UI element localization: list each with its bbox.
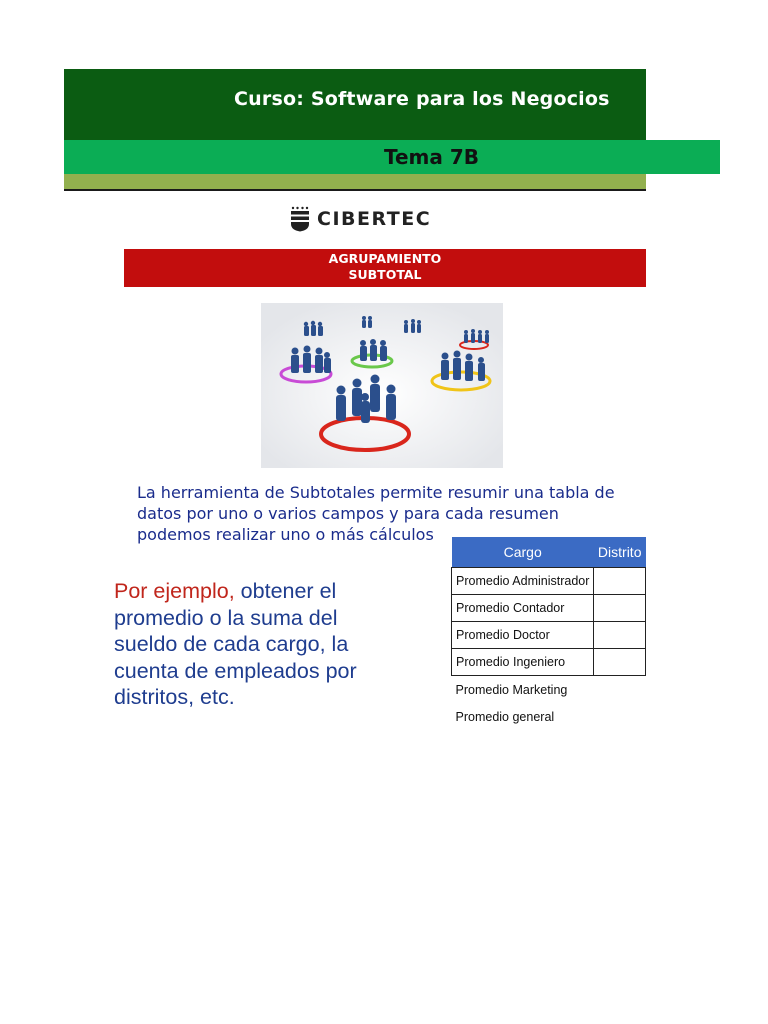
course-title: Curso: Software para los Negocios [234, 88, 610, 110]
example-line4: cuenta de empleados por [114, 658, 357, 683]
header-cargo: Cargo [452, 537, 594, 568]
row-label: Promedio Administrador [452, 568, 594, 595]
row-label: Promedio Ingeniero [452, 649, 594, 676]
row-value [594, 676, 646, 704]
example-line2: promedio o la suma del [114, 605, 338, 630]
people-groups-network-icon [261, 303, 503, 468]
example-line5: distritos, etc. [114, 685, 235, 709]
topic-title: Tema 7B [384, 145, 480, 169]
table-row [452, 568, 646, 595]
table-row [452, 676, 646, 704]
section-banner [124, 249, 646, 287]
table-row [452, 649, 646, 676]
table-row [452, 622, 646, 649]
example-line1 [114, 578, 434, 605]
row-label: Promedio Marketing [455, 682, 568, 697]
row-label: Promedio general [455, 709, 555, 724]
brand-name: CIBERTEC [317, 208, 432, 230]
row-value [594, 568, 646, 595]
row-value [594, 703, 646, 727]
table-row [452, 703, 646, 727]
intro-paragraph [137, 482, 657, 545]
row-value [594, 649, 646, 676]
table-row [452, 595, 646, 622]
olive-divider-bar [64, 174, 646, 189]
section-banner-line2: SUBTOTAL [348, 267, 422, 282]
divider-line [64, 189, 646, 191]
row-label: Promedio Contador [452, 595, 594, 622]
example-paragraph [114, 578, 434, 711]
example-lead: Por ejemplo, [114, 579, 235, 603]
example-line1-rest: obtener el [234, 579, 337, 603]
row-value [594, 622, 646, 649]
cargo-table [451, 537, 646, 727]
section-banner-line1: AGRUPAMIENTO [328, 251, 442, 266]
intro-line3: podemos realizar uno o más cálculos [137, 525, 434, 544]
castle-shield-icon [289, 206, 311, 232]
intro-line1: La herramienta de Subtotales permite resumir una tabla de [137, 483, 615, 502]
row-value [594, 595, 646, 622]
header-distrito: Distrito [594, 537, 646, 568]
table-header-row [452, 537, 646, 568]
example-line3: sueldo de cada cargo, la [114, 632, 349, 656]
cibertec-logo [289, 206, 431, 232]
row-label: Promedio Doctor [452, 622, 594, 649]
intro-line2: datos por uno o varios campos y para cada resumen [137, 504, 559, 523]
